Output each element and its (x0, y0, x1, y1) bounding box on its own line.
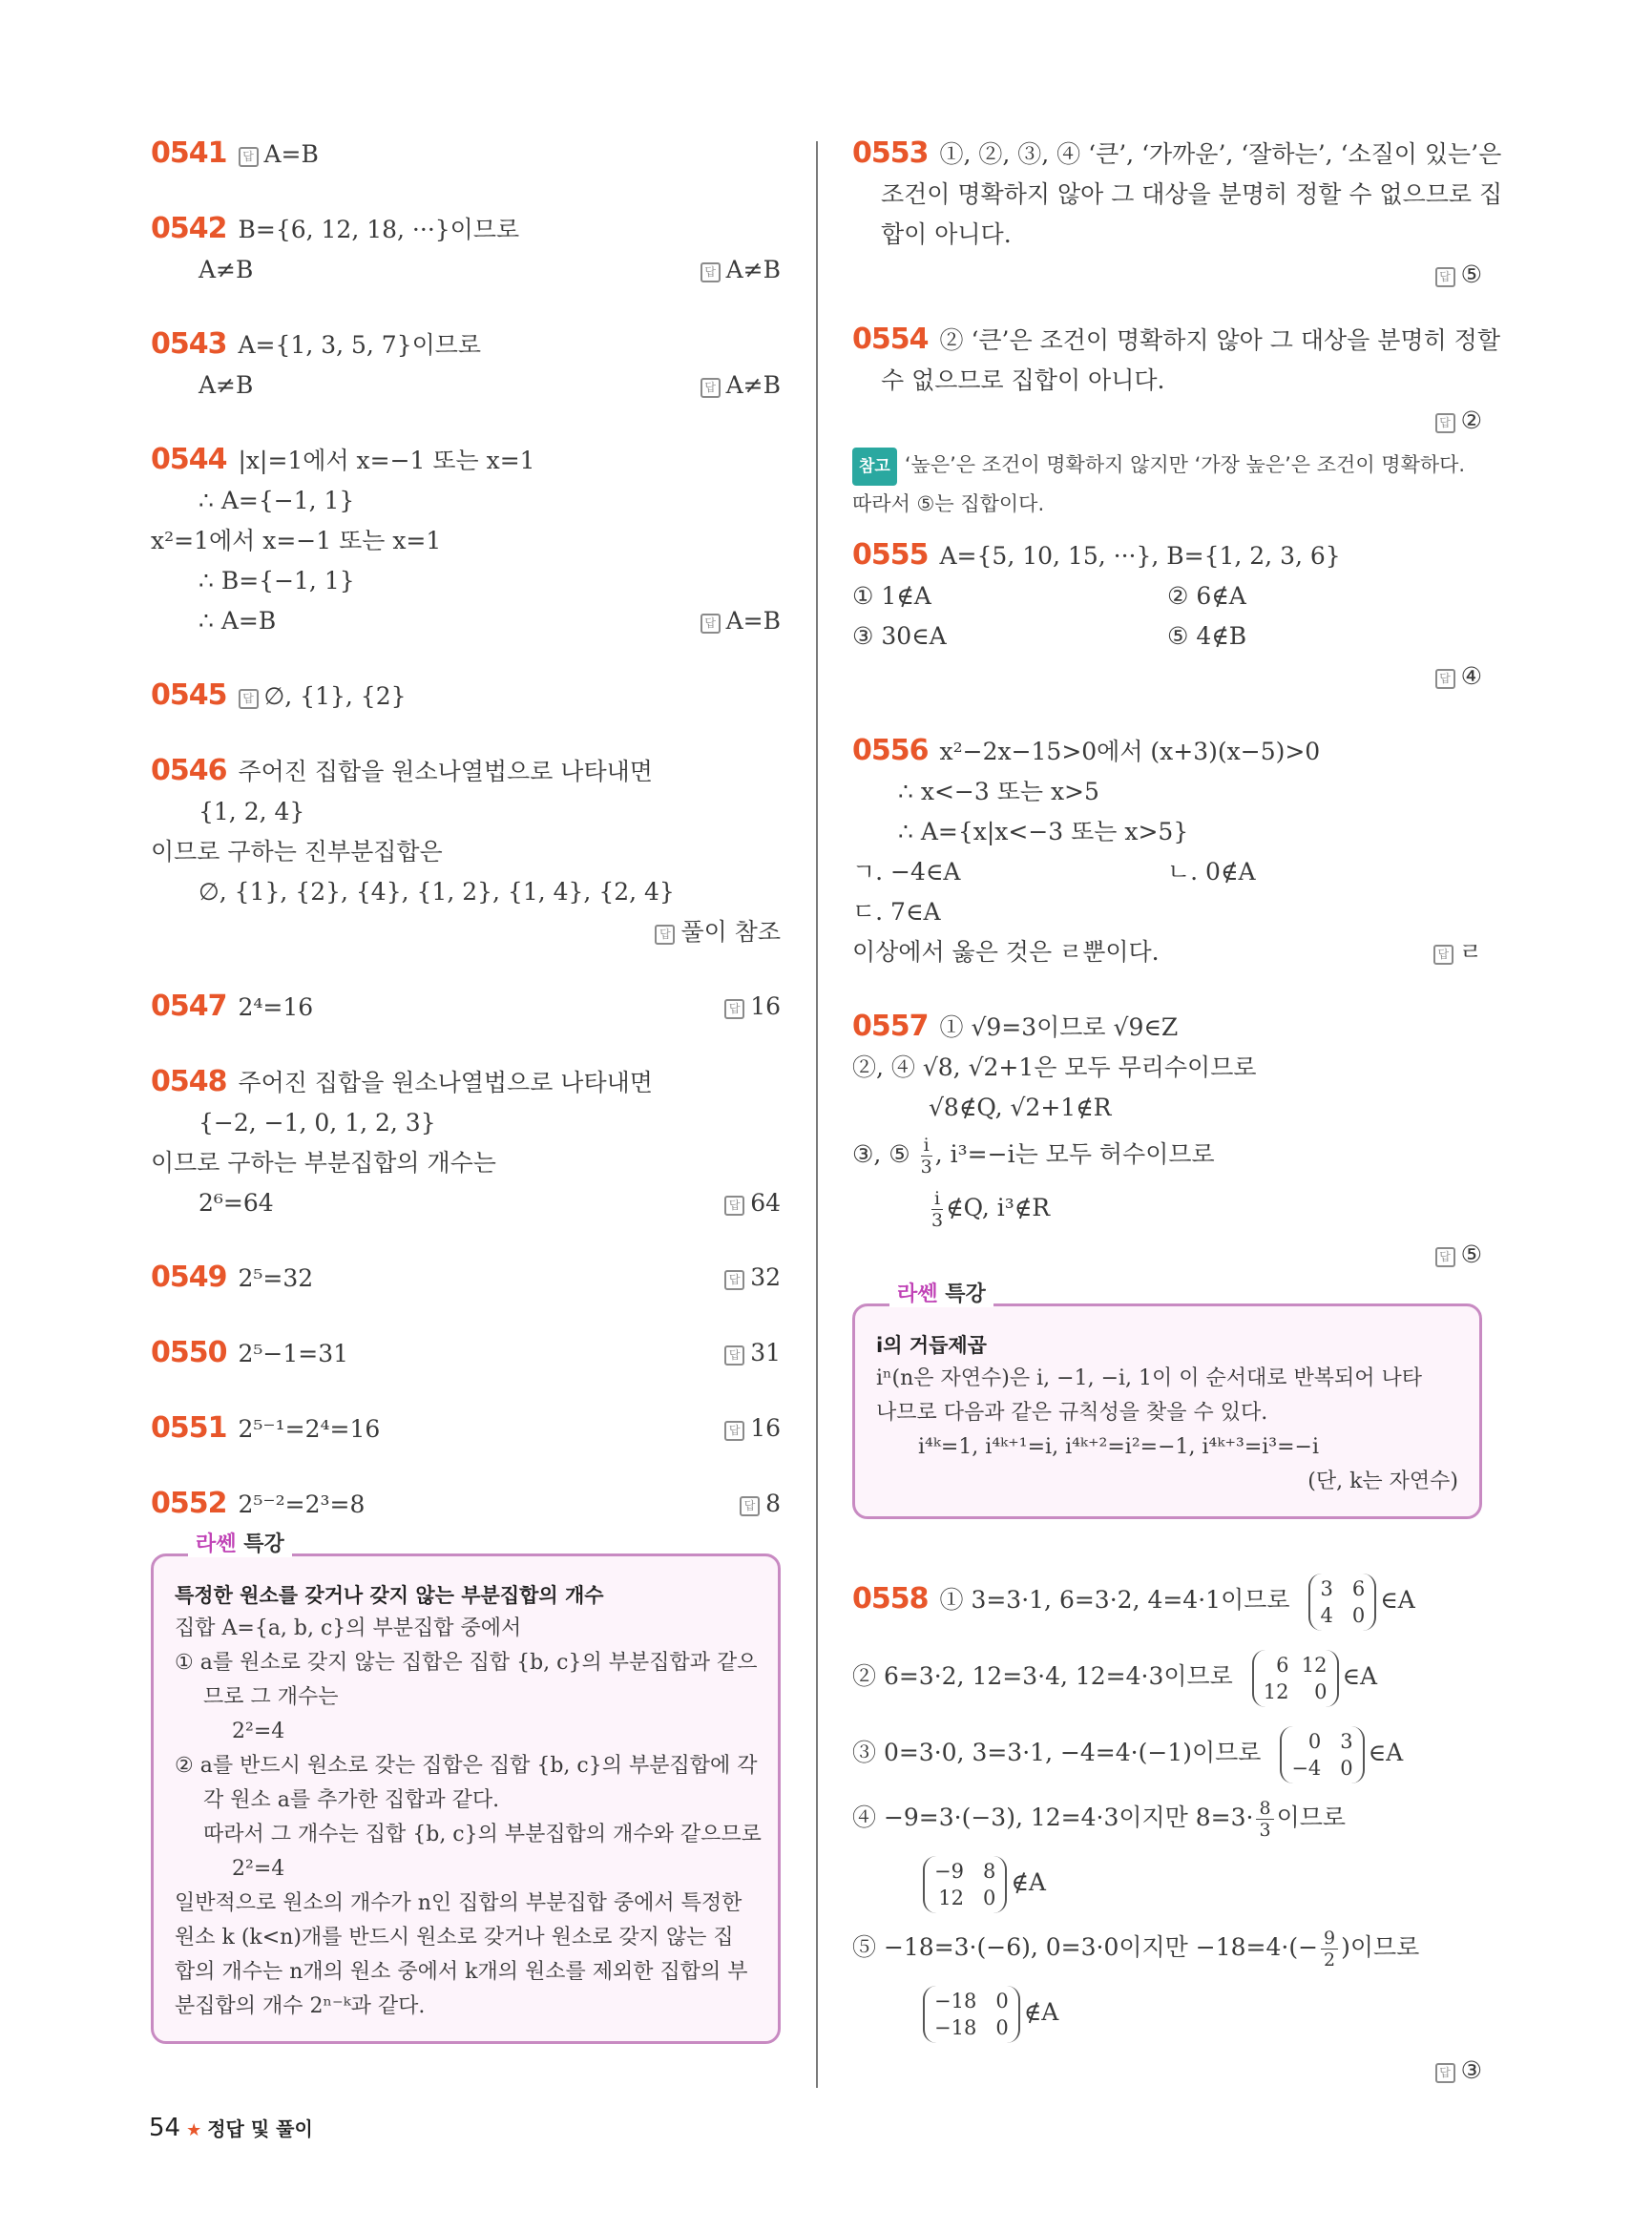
problem-0554 (852, 320, 1500, 441)
solution-line: 2⁵⁻¹=2⁴=16 (238, 1415, 381, 1443)
solution-line: ∴ A={−1, 1} (199, 487, 355, 514)
matrix-row: −4 0 (1291, 1756, 1353, 1780)
tab-brand: 라쎈 (196, 1533, 237, 1556)
fraction-denominator: 2 (1324, 1950, 1336, 1970)
box-line: 나므로 다음과 같은 규칙성을 찾을 수 있다. (876, 1401, 1268, 1425)
problem-number: 0555 (852, 538, 929, 572)
matrix (1308, 1574, 1376, 1631)
problem-0550 (151, 1333, 781, 1374)
problem-0557 (852, 1007, 1482, 1275)
answer-icon (724, 1421, 744, 1441)
answer: ㄹ (1458, 938, 1482, 966)
note-badge: 참고 (852, 448, 897, 486)
matrix-row: −9 8 (934, 1859, 996, 1883)
box-line: 집합 A={a, b, c}의 부분집합 중에서 (175, 1616, 522, 1640)
answer: ③ (1460, 2056, 1482, 2084)
problem-number: 0541 (151, 136, 227, 170)
solution-line: 2⁵⁻²=2³=8 (238, 1491, 366, 1518)
solution-line: ∴ B={−1, 1} (199, 567, 355, 594)
solution-line: ∴ A=B (199, 607, 277, 635)
fraction-numerator: i (931, 1188, 943, 1210)
problem-number: 0550 (151, 1336, 227, 1369)
answer-icon (239, 147, 259, 167)
left-column (151, 134, 781, 2044)
answer: 8 (765, 1490, 781, 1517)
solution-line: ③, ⑤ (852, 1140, 910, 1168)
problem-0542 (151, 209, 781, 290)
matrix (923, 1856, 1007, 1913)
solution-line: ∈A (1342, 1662, 1378, 1690)
solution-line: 이므로 구하는 진부분집합은 (151, 838, 443, 865)
note-block (852, 447, 1482, 522)
answer: 16 (750, 992, 781, 1020)
problem-number: 0556 (852, 734, 929, 767)
problem-0558 (852, 1561, 1482, 2091)
solution-line: ㄷ. 7∈A (852, 898, 941, 926)
answer-icon (1435, 669, 1455, 689)
problem-number: 0551 (151, 1411, 227, 1445)
problem-number: 0558 (852, 1582, 929, 1616)
column-divider (816, 141, 818, 2088)
solution-line: 이상에서 옳은 것은 ㄹ뿐이다. (852, 938, 1160, 966)
answer: ④ (1460, 662, 1482, 690)
answer-icon (1433, 945, 1453, 965)
solution-line: x²−2x−15>0에서 (x+3)(x−5)>0 (939, 738, 1321, 765)
solution-line: ③ 0=3·0, 3=3·1, −4=4·(−1)이므로 (852, 1739, 1262, 1766)
solution-line: 합이 아니다. (881, 220, 1012, 248)
solution-line: √8∉Q, √2+1∉R (929, 1094, 1112, 1121)
fraction-denominator: 3 (1259, 1820, 1271, 1841)
problem-number: 0548 (151, 1065, 227, 1098)
solution-line: A={1, 3, 5, 7}이므로 (238, 331, 482, 359)
solution-line: ㄱ. −4∈A (852, 858, 961, 886)
solution-line: ④ −9=3·(−3), 12=4·3이지만 8=3· (852, 1804, 1254, 1831)
answer: A≠B (725, 371, 781, 399)
problem-number: 0553 (852, 136, 929, 170)
answer: ⑤ (1460, 261, 1482, 288)
solution-line: ∈A (1380, 1586, 1415, 1614)
box-line: 일반적으로 원소의 개수가 n인 집합의 부분집합 중에서 특정한 (175, 1891, 742, 1915)
answer-icon (1435, 413, 1455, 433)
solution-line: 수 없으므로 집합이 아니다. (881, 366, 1165, 394)
solution-line: , i³=−i는 모두 허수이므로 (934, 1140, 1215, 1168)
choice: ⑤ 4∉B (1167, 622, 1247, 650)
solution-line: A≠B (199, 371, 254, 399)
matrix-row: 3 6 (1320, 1576, 1366, 1600)
solution-line: ∈A (1368, 1739, 1404, 1766)
problem-0549 (151, 1258, 781, 1299)
answer-icon (1435, 267, 1455, 287)
problem-number: 0544 (151, 443, 227, 476)
answer: ∅, {1}, {2} (263, 682, 407, 710)
choice: ② 6∉A (1167, 582, 1246, 610)
fraction (1321, 1928, 1338, 1970)
box-line: i⁴ᵏ=1, i⁴ᵏ⁺¹=i, i⁴ᵏ⁺²=i²=−1, i⁴ᵏ⁺³=i³=−i (918, 1435, 1320, 1459)
choice: ① 1∉A (852, 582, 931, 610)
answer-icon (701, 614, 721, 634)
box-line: (단, k는 자연수) (1307, 1470, 1458, 1493)
box-line: 합의 개수는 n개의 원소 중에서 k개의 원소를 제외한 집합의 부 (175, 1960, 748, 1984)
page-footer (149, 2114, 313, 2142)
box-line: 원소 k (k<n)개를 반드시 원소로 갖거나 원소로 갖지 않는 집 (175, 1926, 734, 1950)
tab-label: 특강 (243, 1533, 284, 1556)
solution-line: |x|=1에서 x=−1 또는 x=1 (238, 447, 535, 474)
matrix-row: 12 0 (1263, 1679, 1328, 1703)
solution-line: 2⁴=16 (238, 993, 314, 1021)
solution-line: {−2, −1, 0, 1, 2, 3} (199, 1109, 436, 1136)
matrix (1252, 1650, 1339, 1707)
problem-number: 0552 (151, 1487, 227, 1520)
tab-label: 특강 (945, 1282, 986, 1306)
problem-number: 0543 (151, 327, 227, 361)
matrix-row: −18 0 (934, 2015, 1009, 2039)
fraction-denominator: 3 (920, 1157, 932, 1178)
tab-brand: 라쎈 (897, 1282, 938, 1306)
box-line: 각 원소 a를 추가한 집합과 같다. (203, 1788, 500, 1812)
solution-line: 주어진 집합을 원소나열법으로 나타내면 (238, 1069, 653, 1096)
problem-number: 0545 (151, 678, 227, 712)
problem-number: 0546 (151, 754, 227, 787)
answer-icon (724, 1345, 744, 1366)
answer: ⑤ (1460, 1241, 1482, 1268)
solution-line: ② ‘큰’은 조건이 명확하지 않아 그 대상을 분명히 정할 (939, 326, 1500, 354)
answer-icon (724, 1196, 744, 1216)
solution-line: ∴ A={x|x<−3 또는 x>5} (898, 818, 1189, 845)
problem-0548 (151, 1062, 781, 1223)
box-title: 특정한 원소를 갖거나 갖지 않는 부분집합의 개수 (175, 1584, 604, 1607)
fraction (931, 1188, 943, 1231)
problem-0541 (151, 134, 781, 175)
solution-line: ①, ②, ③, ④ ‘큰’, ‘가까운’, ‘잘하는’, ‘소질이 있는’은 (939, 140, 1502, 168)
right-column (852, 134, 1503, 2125)
solution-line: 2⁵−1=31 (238, 1340, 349, 1367)
fraction-numerator: 8 (1256, 1798, 1273, 1820)
problem-0555 (852, 535, 1482, 697)
fraction-numerator: 9 (1321, 1928, 1338, 1950)
solution-line: )이므로 (1341, 1933, 1420, 1961)
solution-line: ② 6=3·2, 12=3·4, 12=4·3이므로 (852, 1662, 1233, 1690)
box-line: 므로 그 개수는 (203, 1685, 339, 1709)
star-icon: ★ (186, 2120, 202, 2140)
fraction-numerator: i (921, 1135, 932, 1157)
choice: ③ 30∈A (852, 622, 947, 650)
answer-icon (724, 1270, 744, 1290)
answer: 풀이 참조 (680, 918, 781, 946)
note-line: 따라서 ⑤는 집합이다. (852, 492, 1045, 515)
fraction (921, 1135, 932, 1178)
special-lecture-box-subsets (151, 1533, 781, 2044)
answer-icon (724, 999, 744, 1019)
solution-line: ∅, {1}, {2}, {4}, {1, 2}, {1, 4}, {2, 4} (199, 878, 675, 906)
solution-line: 2⁵=32 (238, 1264, 314, 1292)
matrix-row: −18 0 (934, 1989, 1009, 2012)
problem-0543 (151, 324, 781, 406)
problem-number: 0554 (852, 323, 929, 356)
answer: 64 (750, 1189, 781, 1217)
fraction-denominator: 3 (931, 1210, 944, 1231)
note-line: ‘높은’은 조건이 명확하지 않지만 ‘가장 높은’은 조건이 명확하다. (904, 453, 1466, 476)
solution-line: ⑤ −18=3·(−6), 0=3·0이지만 −18=4·(− (852, 1933, 1319, 1961)
problem-number: 0542 (151, 212, 227, 245)
answer: 16 (750, 1414, 781, 1442)
answer-icon (701, 262, 721, 282)
solution-line: ① 3=3·1, 6=3·2, 4=4·1이므로 (939, 1586, 1290, 1614)
solution-line: 주어진 집합을 원소나열법으로 나타내면 (238, 758, 653, 785)
matrix-row: 12 0 (938, 1886, 996, 1909)
problem-0547 (151, 987, 781, 1028)
box-line: ② a를 반드시 원소로 갖는 집합은 집합 {b, c}의 부분집합에 각 (175, 1754, 758, 1778)
problem-0544 (151, 440, 781, 641)
solution-line: ∉A (1011, 1868, 1046, 1896)
page-number: 54 (149, 2114, 181, 2142)
box-line: 분집합의 개수 2ⁿ⁻ᵏ과 같다. (175, 1994, 426, 2018)
solution-line: ∉Q, i³∉R (946, 1194, 1051, 1221)
fraction (1256, 1798, 1273, 1841)
solution-line: A≠B (199, 256, 254, 283)
answer: ② (1460, 407, 1482, 434)
footer-title: 정답 및 풀이 (207, 2117, 313, 2140)
solution-line: 조건이 명확하지 않아 그 대상을 분명히 정할 수 없으므로 집 (881, 180, 1503, 208)
problem-0545 (151, 676, 781, 717)
solution-line: 이므로 구하는 부분집합의 개수는 (151, 1149, 496, 1177)
solution-line: 이므로 (1276, 1804, 1347, 1831)
answer-icon (655, 925, 675, 945)
problem-number: 0557 (852, 1010, 929, 1043)
answer-icon (701, 378, 721, 398)
problem-number: 0549 (151, 1261, 227, 1294)
problem-0546 (151, 751, 781, 952)
matrix-row: 0 3 (1295, 1729, 1353, 1753)
solution-line: ②, ④ √8, √2+1은 모두 무리수이므로 (852, 1053, 1257, 1081)
solution-line: ㄴ. 0∉A (1167, 858, 1256, 886)
box-line: 2²=4 (232, 1720, 285, 1743)
matrix (923, 1986, 1020, 2043)
answer: A≠B (725, 256, 781, 283)
box-line: ① a를 원소로 갖지 않는 집합은 집합 {b, c}의 부분집합과 같으 (175, 1651, 758, 1675)
matrix-row: 4 0 (1320, 1603, 1366, 1627)
problem-0553 (852, 134, 1503, 295)
answer-icon (1435, 2063, 1455, 2083)
answer-icon (1435, 1247, 1455, 1267)
solution-line: x²=1에서 x=−1 또는 x=1 (151, 527, 442, 554)
solution-line: ∴ x<−3 또는 x>5 (898, 778, 1099, 805)
answer-icon (239, 689, 259, 709)
box-title: i의 거듭제곱 (876, 1334, 987, 1357)
box-line: 따라서 그 개수는 집합 {b, c}의 부분집합의 개수와 같으므로 (203, 1823, 762, 1846)
special-lecture-tab (188, 1528, 292, 1557)
solution-line: B={6, 12, 18, ···}이므로 (238, 216, 520, 243)
matrix (1280, 1726, 1364, 1783)
answer-icon (740, 1496, 760, 1516)
solution-line: 2⁶=64 (199, 1189, 274, 1217)
solution-line: A={5, 10, 15, ···}, B={1, 2, 3, 6} (939, 542, 1341, 570)
matrix-row: 6 12 (1263, 1653, 1328, 1677)
problem-0556 (852, 731, 1482, 972)
solution-line: {1, 2, 4} (199, 798, 305, 825)
answer: A=B (263, 140, 319, 168)
solution-line: ① √9=3이므로 √9∈Z (939, 1013, 1179, 1041)
answer: 31 (750, 1339, 781, 1366)
special-lecture-tab (889, 1278, 993, 1307)
answer: 32 (750, 1263, 781, 1291)
box-line: 2²=4 (232, 1857, 285, 1881)
problem-0551 (151, 1408, 781, 1449)
answer: A=B (725, 607, 781, 635)
problem-number: 0547 (151, 990, 227, 1023)
solution-line: ∉A (1023, 1998, 1059, 2026)
box-line: iⁿ(n은 자연수)은 i, −1, −i, 1이 이 순서대로 반복되어 나타 (876, 1366, 1423, 1390)
special-lecture-box-powers-of-i (852, 1282, 1482, 1519)
problem-0552 (151, 1484, 781, 1525)
